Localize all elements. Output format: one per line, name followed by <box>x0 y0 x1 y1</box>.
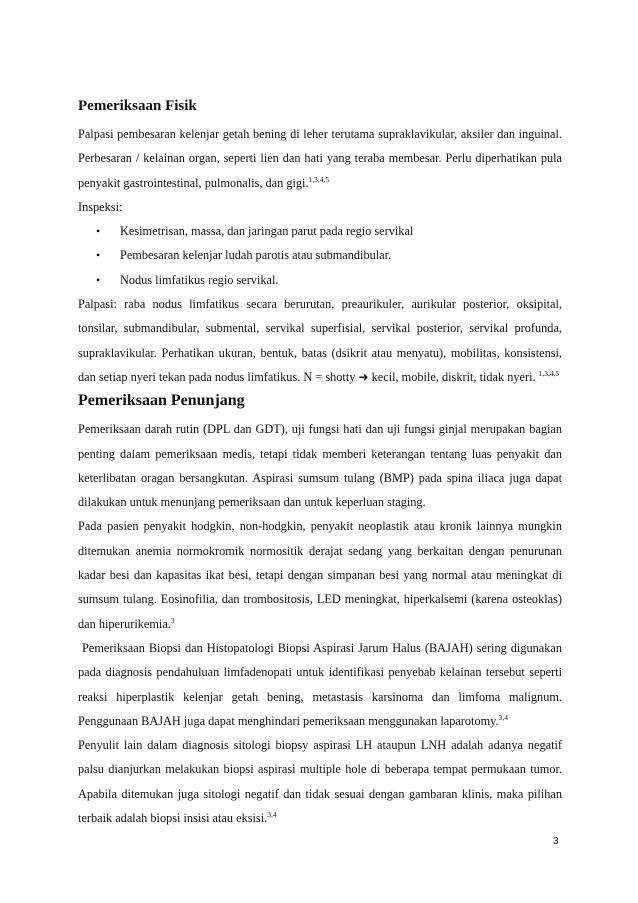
citation: 1,3,4,5 <box>538 368 560 378</box>
section-heading-pemeriksaan-penunjang: Pemeriksaan Penunjang <box>78 392 245 410</box>
citation: 3,4 <box>498 712 508 722</box>
paragraph-hodgkin: Pada pasien penyakit hodgkin, non-hodgkin, penyakit neoplastik atau kronik lainnya mungkin ditemukan anemia normokromik normositik derajat sedang yang berkaitan dengan penurunan kadar besi dan kapasitas ikat besi, tetapi dengan simpanan besi yang normal atau meningkat di sumsum tulang. Eosinofilia, dan trombositosis, LED meningkat, hiperkalsemi (karena osteoklas) dan hiperurikemia.$^3$ <box>78 519 562 631</box>
citation: 3 <box>170 615 175 625</box>
list-item: • Pembesaran kelenjar ludah parotis atau submandibular. <box>92 243 562 267</box>
paragraph-palpasi-intro: Palpasi pembesaran kelenjar getah bening di leher terutama supraklavikular, aksiler dan inguinal. Perbesaran / kelainan organ, seperti lien dan hati yang teraba membesar. Perlu diperhatikan pula penyakit gastrointestinal, pulmonalis, dan gigi.$^{1,3,4,5}$ <box>78 127 562 190</box>
paragraph-penyulit: Penyulit lain dalam diagnosis sitologi biopsy aspirasi LH ataupun LNH adalah adanya negatif palsu dianjurkan melakukan biopsi aspirasi multiple hole di beberapa tempat permukaan tumor. Apabila ditemukan juga sitologi negatif dan tidak sesuai dengan gambaran klinis, maka pilihan terbaik adalah biopsi insisi atau eksisi.$^{3,4}$ <box>78 738 562 826</box>
inspeksi-label: Inspeksi: <box>78 199 123 214</box>
paragraph-biopsi: Pemeriksaan Biopsi dan Histopatologi Biopsi Aspirasi Jarum Halus (BAJAH) sering digunakan pada diagnosis pendahuluan limfadenopati untuk identifikasi penyebab kelainan tersebut seperti reaksi hiperplastik kelenjar getah bening, metastasis karsinoma dan limfoma malignum. Penggunaan BAJAH juga dapat menghindari pemeriksaan menggunakan laparotomy.$^{3,4}$ <box>78 640 562 728</box>
list-item: • Kesimetrisan, massa, dan jaringan parut pada regio servikal <box>92 219 562 243</box>
page-number: 3 <box>553 836 559 847</box>
paragraph-palpasi-detail: Palpasi: raba nodus limfatikus secara berurutan, preaurikuler, aurikular posterior, oksipital, tonsilar, submandibular, submental, servikal superfisial, servikal posterior, servikal profunda, supraklavikular. Perhatikan ukuran, bentuk, batas (dsikrit atau menyatu), mobilitas, konsistensi, dan setiap nyeri tekan pada nodus limfatikus. N = shotty ➜ kecil, mobile, diskrit, tidak nyeri. $^{1,3,4,5}$ <box>78 297 562 384</box>
citation: 1,3,4,5 <box>308 174 330 184</box>
citation: 3,4 <box>267 810 277 820</box>
section-heading-pemeriksaan-fisik: Pemeriksaan Fisik <box>78 98 197 114</box>
paragraph-darah-rutin: Pemeriksaan darah rutin (DPL dan GDT), uji fungsi hati dan uji fungsi ginjal merupakan bagian penting dalam pemeriksaan medis, tetapi tidak memberi keterangan tentang luas penyakit dan keterlibatan oragan bersangkutan. Aspirasi sumsum tulang (BMP) pada spina iliaca juga dapat dilakukan untuk menunjang pemeriksaan dan untuk keperluan staging. <box>78 422 562 510</box>
right-arrow-icon: ➜ <box>358 369 369 384</box>
document-page <box>78 96 562 830</box>
list-item: • Nodus limfatikus regio servikal. <box>92 268 562 292</box>
inspeksi-list <box>78 219 562 292</box>
